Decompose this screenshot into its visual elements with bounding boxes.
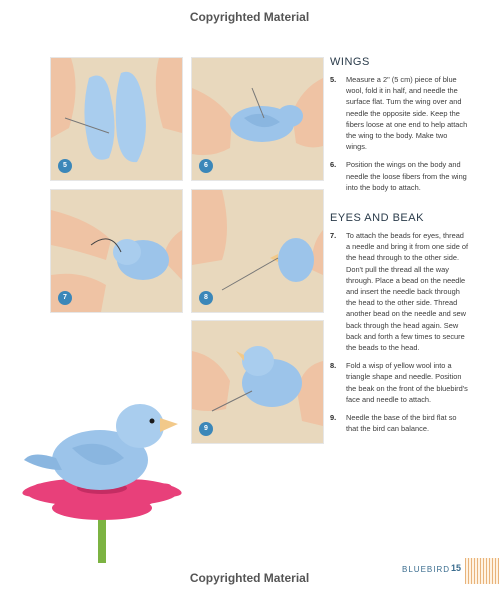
- footer-section-label: BLUEBIRD: [402, 565, 451, 574]
- step-number: 9.: [330, 413, 337, 423]
- finished-bluebird-photo: [12, 388, 197, 568]
- step-7: [330, 230, 470, 353]
- step-badge: 6: [199, 159, 213, 173]
- step-5: [330, 74, 470, 152]
- step-photo-5: [50, 57, 183, 181]
- step-number: 8.: [330, 361, 337, 371]
- section-heading-wings: WINGS: [330, 56, 370, 68]
- step-badge: 8: [199, 291, 213, 305]
- step-text: Measure a 2" (5 cm) piece of blue wool, fold it in half, and needle the surface flat. Turn the wing over and needle the opposite side. Keep the fibers loose at one end to help attach the wing to the body. Make two wings.: [346, 75, 468, 152]
- section-heading-eyes-beak: EYES AND BEAK: [330, 212, 424, 224]
- step-photo-7: [50, 189, 183, 313]
- watermark-top: Copyrighted Material: [189, 10, 310, 24]
- step-text: To attach the beads for eyes, thread a needle and bring it from one side of the head through to the other side. Don't pull the thread all the way through. Place a bead on the needle and insert the needle back through the head to the other side. Thread another bead on the needle and sew back through the head again. Sew back and forth a few times to secure the beads to the head.: [346, 231, 469, 353]
- step-number: 5.: [330, 75, 337, 84]
- step-6: [330, 159, 470, 193]
- instructions-column-2: [330, 212, 470, 434]
- step-badge: 7: [58, 291, 72, 305]
- step-text: Position the wings on the body and needle the loose fibers from the wing into the body to attach.: [346, 160, 467, 192]
- step-8: [330, 360, 470, 405]
- step-number: 6.: [330, 160, 337, 170]
- step-text: Needle the base of the bird flat so that the bird can balance.: [346, 413, 457, 434]
- instructions-column: [330, 56, 470, 193]
- step-badge: 9: [199, 422, 213, 436]
- watermark-bottom: Copyrighted Material: [189, 571, 310, 585]
- step-photo-6: [191, 57, 324, 181]
- step-photo-8: [191, 189, 324, 313]
- step-9: [330, 412, 470, 434]
- step-number: 7.: [330, 231, 337, 240]
- step-badge: 5: [58, 159, 72, 173]
- page-number: 15: [451, 563, 462, 573]
- step-photo-9: [191, 320, 324, 444]
- step-text: Fold a wisp of yellow wool into a triangle shape and needle. Position the beak on the front of the bluebird's face and needle to attach.: [346, 361, 468, 404]
